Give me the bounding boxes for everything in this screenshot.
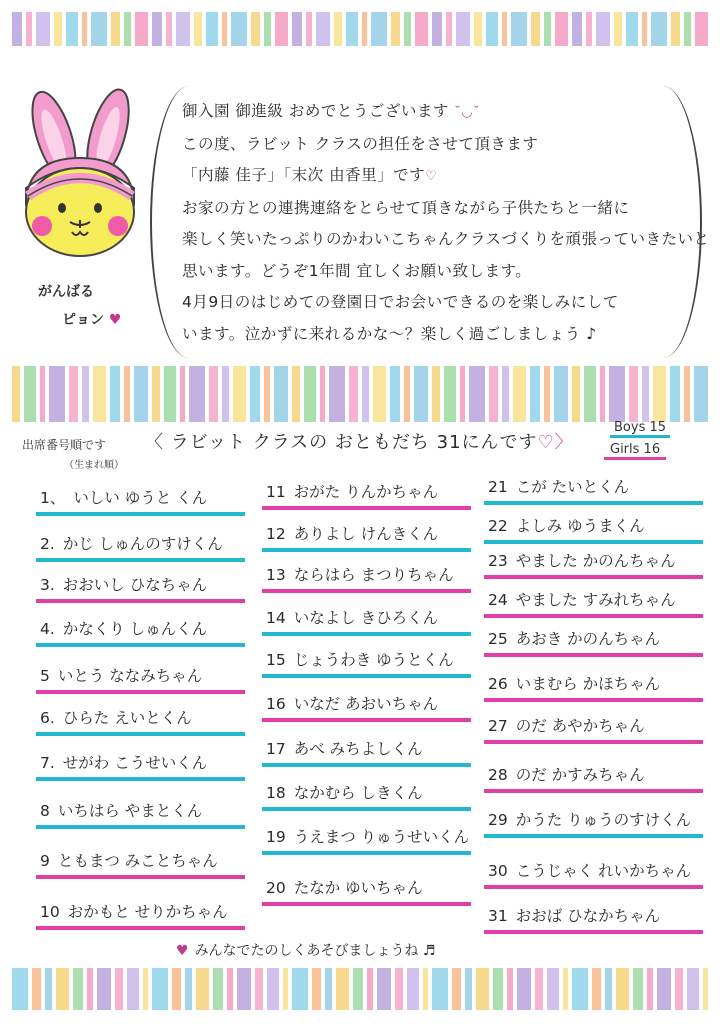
stripe bbox=[97, 968, 111, 1010]
stripe bbox=[12, 12, 22, 46]
student-number: 24 bbox=[488, 591, 508, 609]
stripe bbox=[600, 366, 605, 422]
stripe bbox=[465, 968, 472, 1010]
student-entry bbox=[484, 808, 703, 838]
heart-icon: ♥ bbox=[108, 312, 122, 328]
student-name: おかもと せりかちゃん bbox=[67, 903, 228, 921]
stripe bbox=[292, 968, 308, 1010]
stripe bbox=[616, 968, 629, 1010]
student-name: こが たいとくん bbox=[515, 478, 630, 496]
stripe bbox=[563, 968, 568, 1010]
greeting-message-box bbox=[150, 86, 710, 358]
student-number: 23 bbox=[488, 552, 508, 570]
student-name: やました かのんちゃん bbox=[515, 552, 676, 570]
stripe bbox=[486, 12, 498, 46]
student-name: かなくり しゅんくん bbox=[62, 620, 208, 638]
stripe bbox=[432, 12, 442, 46]
stripe bbox=[695, 12, 708, 46]
stripe bbox=[82, 12, 87, 46]
stripe bbox=[312, 968, 321, 1010]
student-number: 5 bbox=[40, 667, 50, 685]
student-number: 8 bbox=[40, 802, 50, 820]
stripe bbox=[586, 12, 592, 46]
stripe bbox=[189, 366, 205, 422]
stripe bbox=[87, 968, 93, 1010]
student-entry bbox=[262, 563, 471, 593]
heart-icon: ♥ bbox=[176, 943, 189, 959]
stripe bbox=[647, 968, 653, 1010]
stripe bbox=[535, 968, 543, 1010]
stripe bbox=[687, 968, 699, 1010]
stripe bbox=[255, 968, 263, 1010]
student-entry bbox=[36, 573, 245, 603]
stripe bbox=[657, 968, 671, 1010]
student-entry bbox=[36, 706, 245, 736]
top-stripe-border bbox=[12, 12, 712, 46]
stripe bbox=[127, 968, 139, 1010]
stripe bbox=[24, 366, 36, 422]
stripe bbox=[237, 968, 251, 1010]
stripe bbox=[446, 12, 452, 46]
stripe bbox=[530, 366, 540, 422]
student-name: なかむら しきくん bbox=[293, 784, 423, 802]
stripe bbox=[407, 968, 419, 1010]
message-line-2: この度、ラビット クラスの担任をさせて頂きます bbox=[182, 134, 539, 153]
stripe bbox=[93, 366, 106, 422]
stripe bbox=[489, 366, 498, 422]
stripe bbox=[172, 968, 181, 1010]
stripe bbox=[135, 12, 148, 46]
student-name: ならはら まつりちゃん bbox=[293, 566, 454, 584]
stripe bbox=[670, 366, 680, 422]
bunny-mascot-illustration bbox=[12, 88, 150, 258]
student-number: 18 bbox=[266, 784, 286, 802]
student-number: 10 bbox=[40, 903, 60, 921]
student-number: 4. bbox=[40, 620, 55, 638]
stripe bbox=[49, 366, 65, 422]
stripe bbox=[633, 968, 643, 1010]
student-entry bbox=[484, 475, 703, 505]
stripe bbox=[292, 12, 302, 46]
stripe bbox=[222, 12, 227, 46]
student-entry bbox=[262, 876, 471, 906]
stripe bbox=[373, 366, 386, 422]
stripe bbox=[511, 12, 527, 46]
stripe bbox=[474, 12, 482, 46]
stripe bbox=[36, 12, 50, 46]
stripe bbox=[336, 968, 349, 1010]
message-line-3: 「内藤 佳子」「末次 由香里」です bbox=[182, 166, 426, 184]
student-name: あおき かのんちゃん bbox=[515, 630, 661, 648]
student-entry bbox=[36, 532, 245, 562]
stripe bbox=[684, 366, 690, 422]
stripe bbox=[206, 12, 218, 46]
stripe bbox=[653, 366, 666, 422]
stripe bbox=[651, 12, 667, 46]
stripe bbox=[642, 12, 647, 46]
stripe bbox=[367, 968, 373, 1010]
stripe bbox=[362, 12, 367, 46]
birth-order-note: （生まれ順） bbox=[64, 460, 124, 471]
stripe bbox=[502, 12, 507, 46]
bottom-stripe-border bbox=[12, 968, 712, 1010]
stripe bbox=[544, 12, 551, 46]
stripe bbox=[414, 366, 428, 422]
stripe bbox=[554, 366, 568, 422]
message-line-6: 思います。どうぞ1年間 宜しくお願い致します。 bbox=[182, 261, 532, 280]
stripe bbox=[91, 12, 107, 46]
student-name: のだ あやかちゃん bbox=[515, 717, 645, 735]
student-number: 14 bbox=[266, 609, 286, 627]
student-number: 19 bbox=[266, 828, 286, 846]
closing-text: みんなでたのしくあそびましょうね ♬ bbox=[194, 943, 436, 959]
student-number: 12 bbox=[266, 525, 286, 543]
stripe bbox=[82, 366, 89, 422]
stripe bbox=[444, 366, 456, 422]
student-entry bbox=[36, 486, 245, 516]
stripe bbox=[292, 366, 300, 422]
stripe bbox=[507, 968, 513, 1010]
stripe bbox=[544, 366, 550, 422]
student-entry bbox=[36, 617, 245, 647]
stripe bbox=[415, 12, 428, 46]
student-name: いなだ あおいちゃん bbox=[293, 695, 439, 713]
student-name: せがわ こうせいくん bbox=[62, 754, 208, 772]
student-entry bbox=[36, 849, 245, 879]
student-name: いまむら かほちゃん bbox=[515, 675, 661, 693]
student-name: ありよし けんきくん bbox=[293, 525, 439, 543]
stripe bbox=[32, 968, 41, 1010]
greeting-message bbox=[182, 96, 710, 350]
student-name: よしみ ゆうまくん bbox=[515, 517, 645, 535]
student-name: かうた りゅうのすけくん bbox=[515, 811, 692, 829]
mascot-caption-line-1: がんばる bbox=[38, 284, 94, 300]
class-roster-title bbox=[145, 428, 574, 454]
stripe bbox=[209, 366, 218, 422]
stripe bbox=[176, 12, 190, 46]
stripe bbox=[390, 366, 400, 422]
student-entry bbox=[484, 904, 703, 934]
stripe bbox=[185, 968, 192, 1010]
student-name: いちはら やまとくん bbox=[57, 802, 203, 820]
message-line-8: います。泣かずに来れるかな～？楽しく過ごしましょう ♪ bbox=[182, 324, 597, 343]
stripe bbox=[371, 12, 387, 46]
student-entry bbox=[484, 549, 703, 579]
stripe bbox=[264, 12, 271, 46]
stripe bbox=[572, 12, 582, 46]
stripe bbox=[250, 366, 260, 422]
closing-line bbox=[176, 940, 436, 960]
stripe bbox=[152, 968, 168, 1010]
stripe bbox=[334, 12, 342, 46]
stripe bbox=[196, 968, 209, 1010]
stripe bbox=[115, 968, 123, 1010]
student-entry bbox=[36, 751, 245, 781]
stripe bbox=[555, 12, 568, 46]
class-roster-title-text: 〈 ラビット クラスの おともだち 31にんです bbox=[145, 432, 538, 453]
stripe bbox=[684, 12, 691, 46]
student-entry bbox=[262, 480, 471, 510]
student-name: おおいし ひなちゃん bbox=[62, 576, 208, 594]
stripe bbox=[460, 366, 465, 422]
message-line-1: 御入園 御進級 おめでとうございます bbox=[182, 102, 449, 120]
stripe bbox=[320, 366, 325, 422]
student-name: こうじゃく れいかちゃん bbox=[515, 862, 692, 880]
stripe bbox=[124, 366, 130, 422]
student-number: 2. bbox=[40, 535, 55, 553]
student-entry bbox=[484, 763, 703, 793]
student-name: ともまつ みことちゃん bbox=[57, 852, 218, 870]
stripe bbox=[377, 968, 391, 1010]
stripe bbox=[222, 366, 229, 422]
student-name: ひらた えいとくん bbox=[62, 709, 192, 727]
stripe bbox=[124, 12, 131, 46]
student-entry bbox=[262, 737, 471, 767]
student-number: 17 bbox=[266, 740, 286, 758]
student-name: じょうわき ゆうとくん bbox=[293, 651, 454, 669]
stripe bbox=[143, 968, 148, 1010]
stripe bbox=[531, 12, 540, 46]
stripe bbox=[264, 366, 270, 422]
mascot-caption-line-2: ピョン bbox=[62, 312, 104, 328]
heart-icon: ♡〉 bbox=[537, 432, 574, 453]
stripe bbox=[231, 12, 247, 46]
seat-order-label: 出席番号順です bbox=[22, 438, 107, 452]
stripe bbox=[493, 968, 503, 1010]
stripe bbox=[404, 366, 410, 422]
stripe bbox=[547, 968, 559, 1010]
student-number: 28 bbox=[488, 766, 508, 784]
stripe bbox=[432, 968, 448, 1010]
stripe bbox=[275, 12, 288, 46]
stripe bbox=[609, 366, 625, 422]
stripe bbox=[592, 968, 601, 1010]
stripe bbox=[629, 366, 638, 422]
student-number: 20 bbox=[266, 879, 286, 897]
stripe bbox=[233, 366, 246, 422]
stripe bbox=[274, 366, 288, 422]
stripe bbox=[694, 366, 708, 422]
student-entry bbox=[262, 522, 471, 552]
student-name: いなよし きひろくん bbox=[293, 609, 439, 627]
stripe bbox=[283, 968, 288, 1010]
student-number: 11 bbox=[266, 483, 286, 501]
stripe bbox=[45, 968, 52, 1010]
message-line-7: 4月9日のはじめての登園日でお会いできるのを楽しみにして bbox=[182, 293, 619, 311]
stripe bbox=[404, 12, 411, 46]
student-number: 15 bbox=[266, 651, 286, 669]
stripe bbox=[110, 366, 120, 422]
middle-stripe-border bbox=[12, 366, 712, 422]
stripe bbox=[152, 366, 160, 422]
stripe bbox=[452, 968, 461, 1010]
student-entry bbox=[36, 664, 245, 694]
student-name: やました すみれちゃん bbox=[515, 591, 676, 609]
stripe bbox=[227, 968, 233, 1010]
student-entry bbox=[262, 781, 471, 811]
smiley-face-icon: ˘◡˘ bbox=[454, 105, 481, 120]
student-entry bbox=[484, 859, 703, 889]
stripe bbox=[66, 12, 78, 46]
student-name: いしい ゆうと くん bbox=[73, 489, 208, 507]
student-name: いとう ななみちゃん bbox=[57, 667, 203, 685]
stripe bbox=[304, 366, 316, 422]
message-line-5: 楽しく笑いたっぷりのかわいこちゃんクラスづくりを頑張っていきたいと bbox=[182, 230, 710, 248]
student-number: 29 bbox=[488, 811, 508, 829]
student-entry bbox=[36, 799, 245, 829]
stripe bbox=[513, 366, 526, 422]
stripe bbox=[180, 366, 185, 422]
stripe bbox=[346, 12, 358, 46]
student-number: 16 bbox=[266, 695, 286, 713]
stripe bbox=[54, 12, 62, 46]
stripe bbox=[675, 968, 683, 1010]
student-number: 13 bbox=[266, 566, 286, 584]
stripe bbox=[194, 12, 202, 46]
student-number: 25 bbox=[488, 630, 508, 648]
stripe bbox=[642, 366, 649, 422]
stripe bbox=[12, 968, 28, 1010]
stripe bbox=[306, 12, 312, 46]
stripe bbox=[213, 968, 223, 1010]
student-entry bbox=[484, 514, 703, 544]
student-number: 7. bbox=[40, 754, 55, 772]
stripe bbox=[325, 968, 332, 1010]
student-entry bbox=[484, 714, 703, 744]
stripe bbox=[353, 968, 363, 1010]
student-number: 26 bbox=[488, 675, 508, 693]
student-number: 30 bbox=[488, 862, 508, 880]
stripe bbox=[73, 968, 83, 1010]
stripe bbox=[502, 366, 509, 422]
stripe bbox=[251, 12, 260, 46]
stripe bbox=[614, 12, 622, 46]
student-entry bbox=[484, 588, 703, 618]
student-number: 31 bbox=[488, 907, 508, 925]
stripe bbox=[432, 366, 440, 422]
stripe bbox=[111, 12, 120, 46]
boys-count: Boys 15 bbox=[610, 420, 670, 438]
stripe bbox=[671, 12, 680, 46]
student-name: のだ かすみちゃん bbox=[515, 766, 645, 784]
student-name: かじ しゅんのすけくん bbox=[62, 535, 223, 553]
stripe bbox=[26, 12, 32, 46]
stripe bbox=[164, 366, 176, 422]
stripe bbox=[329, 366, 345, 422]
student-entry bbox=[262, 692, 471, 722]
student-number: 21 bbox=[488, 478, 508, 496]
stripe bbox=[166, 12, 172, 46]
stripe bbox=[469, 366, 485, 422]
student-name: あべ みちよしくん bbox=[293, 740, 423, 758]
student-entry bbox=[262, 825, 471, 855]
student-number: 6. bbox=[40, 709, 55, 727]
stripe bbox=[605, 968, 612, 1010]
stripe bbox=[572, 366, 580, 422]
stripe bbox=[349, 366, 358, 422]
student-name: うえまつ りゅうせいくん bbox=[293, 828, 470, 846]
stripe bbox=[626, 12, 638, 46]
student-entry bbox=[484, 627, 703, 657]
stripe bbox=[476, 968, 489, 1010]
mascot-caption bbox=[38, 278, 148, 334]
student-entry bbox=[484, 672, 703, 702]
stripe bbox=[517, 968, 531, 1010]
stripe bbox=[596, 12, 610, 46]
stripe bbox=[12, 366, 20, 422]
stripe bbox=[572, 968, 588, 1010]
stripe bbox=[395, 968, 403, 1010]
stripe bbox=[362, 366, 369, 422]
student-entry bbox=[262, 648, 471, 678]
stripe bbox=[267, 968, 279, 1010]
student-number: 22 bbox=[488, 517, 508, 535]
stripe bbox=[391, 12, 400, 46]
student-name: たなか ゆいちゃん bbox=[293, 879, 423, 897]
student-number: 3. bbox=[40, 576, 55, 594]
stripe bbox=[703, 968, 708, 1010]
stripe bbox=[423, 968, 428, 1010]
student-number: 27 bbox=[488, 717, 508, 735]
heart-icon: ♡ bbox=[425, 169, 438, 184]
student-number: 9 bbox=[40, 852, 50, 870]
stripe bbox=[56, 968, 69, 1010]
student-entry bbox=[36, 900, 245, 930]
student-name: おがた りんかちゃん bbox=[293, 483, 439, 501]
student-entry bbox=[262, 606, 471, 636]
stripe bbox=[40, 366, 45, 422]
student-name: おおば ひなかちゃん bbox=[515, 907, 661, 925]
stripe bbox=[152, 12, 162, 46]
stripe bbox=[134, 366, 148, 422]
stripe bbox=[316, 12, 330, 46]
stripe bbox=[69, 366, 78, 422]
stripe bbox=[584, 366, 596, 422]
message-line-4: お家の方との連携連絡をとらせて頂きながら子供たちと一緒に bbox=[182, 198, 630, 217]
girls-count: Girls 16 bbox=[604, 442, 666, 460]
student-number: 1、 bbox=[40, 489, 66, 507]
stripe bbox=[456, 12, 470, 46]
